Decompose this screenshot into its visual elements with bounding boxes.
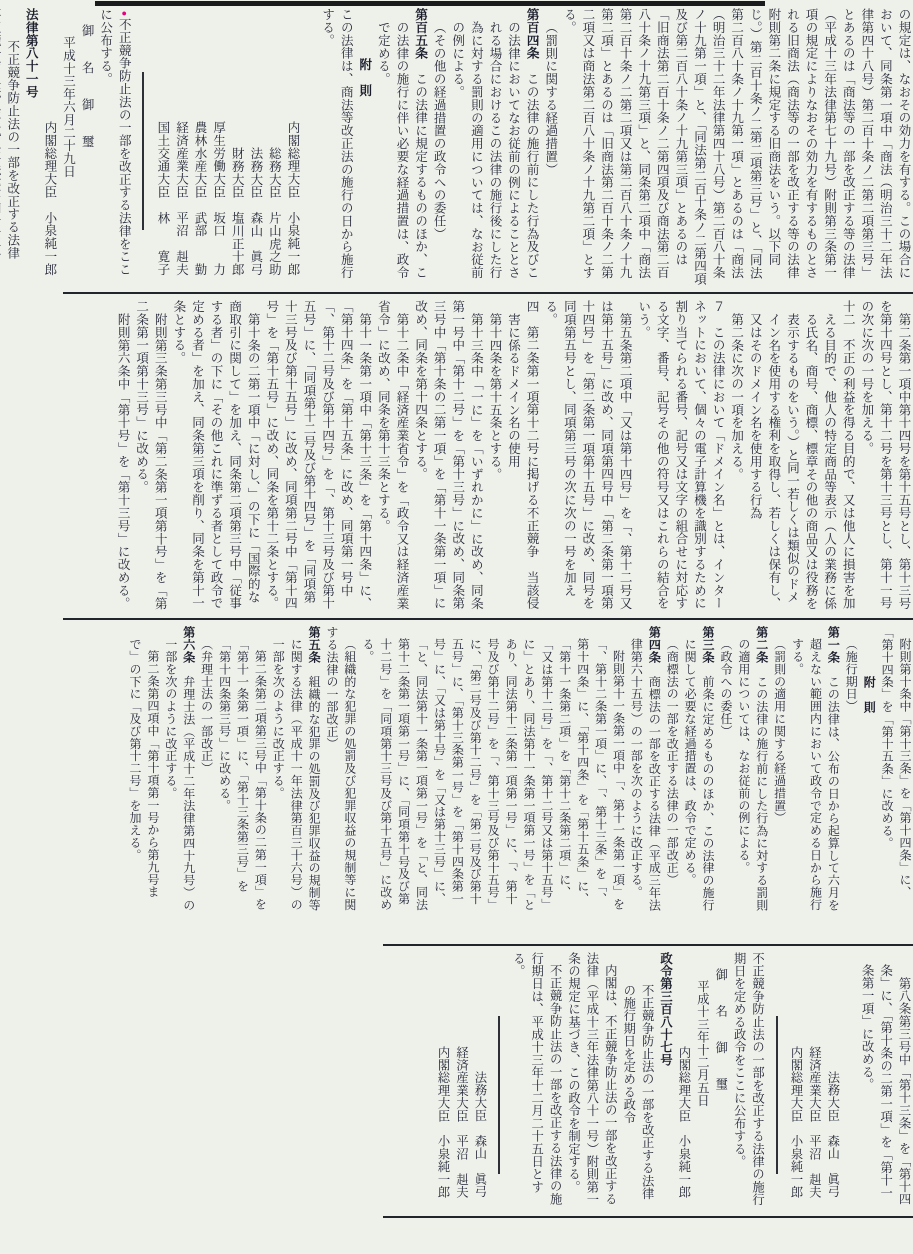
text-paragraph: この法律は、商法等改正法の施行の日から施行する。	[320, 8, 354, 279]
minister-signature: 内閣総理大臣 小泉純一郎	[42, 121, 57, 276]
text-paragraph: 第三条 前条に定めるもののほか、この法律の施行に関して必要な経過措置は、政令で定める。	[683, 626, 716, 912]
text-paragraph: ７ この法律において「ドメイン名」とは、インターネットにおいて、個々の電子計算機を識別するために割り当てられる番号、記号又は文字の組合せに対応する文字、番号、記号その他の符号又はこれらの結合をいう。	[636, 300, 726, 610]
promulgation-date: 平成十三年六月二十九日	[61, 36, 76, 178]
minister-signature: 法務大臣 森山 眞弓	[825, 1071, 840, 1198]
text-paragraph: 第十条の二第一項中「に対し、」の下に「国際的な商取引に関して」を加え、同条第二項第三号中「従事する者」の下に「その他これに準ずる者として政令で定める者」を加え、同条第三項を削り、同条を第十一条とする。	[171, 300, 261, 610]
minister-signature: 法務大臣 森山 眞弓	[248, 147, 263, 276]
text-paragraph: （その他の経過措置の政令への委任）	[432, 20, 447, 240]
imperial-seal-line: 御 名 御 璽	[713, 968, 728, 1097]
text-paragraph: 四 第二条第一項第十二号に掲げる不正競争 当該侵害に係るドメイン名の使用	[506, 300, 540, 610]
imperial-seal-line: 御 名 御 璽	[80, 24, 95, 154]
text-paragraph: 附則第六条中「第十号」を「第十三号」に改める。	[116, 312, 131, 610]
section-law81-supplementary-provisions	[63, 626, 913, 914]
promulgation-sentence: 不正競争防止法の一部を改正する法律の施行期日を定める政令をここに公布する。	[732, 952, 765, 1206]
text-paragraph: 第二条に次の一項を加える。	[729, 312, 744, 481]
spacer	[302, 8, 318, 288]
text-paragraph: 第五条第二項中「又は第十四号」を「、第十二号又は第十五号」に改め、同項第四号中「第二条第一項第十四号」を「第二条第一項第十五号」に改め、同号を同項第五号とし、同項第三号の次に次の一号を加える。	[543, 300, 633, 610]
band-divider-rule	[383, 1216, 913, 1218]
promulgation-date: 平成十三年十二月五日	[695, 980, 710, 1107]
text-paragraph: 第二条第二項第三号中「第十条の二第一項」を「第十一条第一項」に、「第十三条第三号」を「第十四条第三号」に改める。	[217, 638, 268, 911]
text-paragraph: の規定は、なおその効力を有する。この場合において、同条第一項中「商法（明治三十二年法律第四十八号）第二百十条ノ二第二項第三号」とあるのは「商法等の一部を改正する等の法律（平成十三年法律第七十九号）附則第三条第一項の規定によりなおその効力を有するものとされる旧商法（商法等の一部を改正する等の法律附則第二条に規定する旧商法をいう。以下同じ。）第二百十条ノ二第二項第三号」と、「同法第二百八十条ノ十九第一項」とあるのは「商法（明治三十二年法律第四十八号）第二百八十条ノ十九第一項」と、「同法第二百十条ノ二第四項及び第二百八十条ノ十九第三項」とあるのは「旧商法第二百十条ノ二第四項及び商法第二百八十条ノ十九第三項」と、同条第二項中「商法第二百十条ノ二第二項又は第二百八十条ノ十九第二項」とあるのは「旧商法第二百十条ノ二第二項又は商法第二百八十条ノ十九第二項」とする。	[562, 8, 911, 286]
text-paragraph: 第十一条第一項中「第十三条」を「第十四条」に、「第十四条」を「第十五条」に改め、同項第一号中「、第十二号及び第十四号」を「、第十三号及び第十五号」に、「同項第十二号及び第十四号」を「同項第十三号及び第十五号」に改め、同項第二号中「第十四号」を「第十五号」に改め、同条を第十二条とする。	[264, 300, 372, 610]
text-paragraph: （組織的な犯罪の処罰及び犯罪収益の規制等に関する法律の一部改正）	[325, 626, 357, 911]
band-divider-rule	[383, 944, 913, 946]
minister-signature: 経済産業大臣 平沼 赳夫	[174, 121, 189, 276]
section-law81-amendment-body	[63, 300, 913, 614]
text-paragraph: 第八条第三号中「第十三条」を「第十四条」に、「第十条の二第一項」を「第十一条第一項」に改める。	[860, 964, 911, 1206]
text-paragraph: （商標法の一部を改正する法律の一部改正）	[665, 638, 680, 886]
separator-rule	[498, 1016, 500, 1174]
text-paragraph: （施行期日）	[844, 638, 859, 713]
supplementary-provisions-heading: 附 則	[357, 58, 372, 97]
text-paragraph: （罰則に関する経過措置）	[543, 20, 558, 176]
minister-signature: 経済産業大臣 平沼 赳夫	[454, 1045, 469, 1198]
text-paragraph: 附則第三条第三号中「第二条第一項第十号」を「第二条第一項第十三号」に改める。	[134, 300, 168, 610]
law-title: 不正競争防止法の一部を改正する法律	[5, 40, 20, 260]
text-paragraph: 第二条 この法律の施行前にした行為に対する罰則の適用については、なお従前の例による。	[736, 626, 769, 912]
text-paragraph: 第四条 商標法の一部を改正する法律（平成三年法律第六十五号）の一部を次のように改正する。	[629, 626, 662, 912]
minister-signature: 内閣総理大臣 小泉純一郎	[676, 1045, 691, 1198]
spacer	[842, 952, 858, 1210]
text-paragraph: 附則第十一条第一項中「、第十一条第一項」を「、第十二条第一項」に、「、第十三条」を「、第十四条」に、「第十四条」を「第十五条」に、「第十一条第二項」を「第十二条第二項」に、「又は第十二号」を「、第十二号又は第十五号」に」とあり、同法第十一条第一項第一号」を「とあり、同法第十二条第一項第一号」に、「、第十号及び第十二号」を「、第十三号及び第十五号」に、「第二号及び第十二号」を「第二号及び第十五号」に、「第十三条第一号」を「第十四条第一号」に、「又は第十号」を「又は第十三号」に、「と、同法第十一条第一項第一号」を「と、同法第十二条第一項第一号」に、「同項第十号及び第十二号」を「同項第十三号及び第十五号」に改める。	[360, 638, 626, 911]
section-previous-law-end-and-law81-opening	[5, 8, 913, 288]
text-paragraph: 第一条 この法律は、公布の日から起算して六月を超えない範囲内において政令で定める日から施行する。	[790, 626, 841, 912]
text-paragraph: 十二 不正の利益を得る目的で、又は他人に損害を加える目的で、他人の特定商品等表示（人の業務に係る氏名、商号、商標、標章その他の商品又は役務を表示するものをいう。）と同一若しくは類似のドメイン名を使用する権利を取得し、若しくは保有し、又はそのドメイン名を使用する行為	[748, 300, 856, 610]
text-paragraph: 第十四条を第十五条とする。	[487, 312, 502, 481]
minister-signature: 農林水産大臣 武部 勤	[193, 121, 208, 276]
scan-edge-artifact	[95, 1, 765, 6]
promulgation-sentence: ●不正競争防止法の一部を改正する法律をここに公布する。	[98, 8, 132, 276]
text-paragraph: 第百四条 この法律の施行前にした行為及びこの法律においてなお従前の例によることとされる場合におけるこの法律の施行後にした行為に対する罰則の適用については、なお従前の例による。	[450, 8, 540, 279]
text-paragraph	[0, 8, 3, 288]
minister-signature: 内閣総理大臣 小泉純一郎	[286, 121, 300, 276]
text-paragraph: 内閣は、不正競争防止法の一部を改正する法律（平成十三年法律第八十一号）附則第一条の規定に基づき、この政令を制定する。	[566, 952, 618, 1206]
minister-signature: 経済産業大臣 平沼 赳夫	[807, 1045, 822, 1198]
minister-signature: 財務大臣 塩川正十郎	[230, 147, 245, 276]
text-paragraph: 不正競争防止法の一部を改正する法律の施行期日は、平成十三年十二月二十五日とする。	[511, 952, 563, 1206]
text-paragraph: 第五条 組織的な犯罪の処罰及び犯罪収益の規制等に関する法律（平成十一年法律第百三十六号）の一部を次のように改正する。	[271, 626, 322, 912]
minister-signature: 総務大臣 片山虎之助	[267, 147, 282, 276]
text-paragraph: 第六条 弁理士法（平成十二年法律第四十九号）の一部を次のように改正する。	[163, 626, 196, 912]
cabinet-order-title: 不正競争防止法の一部を改正する法律の施行期日を定める政令	[621, 984, 655, 1200]
band-divider-rule	[63, 618, 913, 620]
text-paragraph: 附則第十条中「第十三条」を「第十四条」に、「第十四条」を「第十五条」に改める。	[880, 626, 912, 899]
text-paragraph: （罰則の適用に関する経過措置）	[772, 638, 787, 824]
section-cabinet-order-387	[385, 952, 913, 1210]
law-number-heading: 法律第八十一号	[24, 8, 39, 99]
cabinet-order-number-heading: 政令第三百八十七号	[658, 952, 673, 1067]
band-divider-rule	[63, 292, 913, 294]
text-paragraph: （弁理士法の一部改正）	[199, 638, 214, 775]
text-paragraph: 第百五条 この法律に規定するもののほか、この法律の施行に伴い必要な経過措置は、政令で定める。	[376, 8, 428, 279]
promulgation-dot-icon: ●	[119, 8, 130, 18]
text-paragraph: 第二条第一項中第十四号を第十五号とし、第十三号を第十四号とし、第十二号を第十三号とし、第十一号の次に次の一号を加える。	[859, 300, 911, 610]
text-paragraph: （政令への委任）	[718, 638, 733, 738]
minister-signature: 法務大臣 森山 眞弓	[472, 1071, 487, 1198]
separator-rule	[142, 72, 144, 230]
text-paragraph: 第十三条中「一に」を「いずれかに」に改め、同条第一号中「第十二号」を「第十三号」に改め、同条第三号中「第十条の二第一項」を「第十一条第一項」に改め、同条を第十四条とする。	[413, 300, 484, 610]
minister-signature: 国土交通大臣 林 寛子	[155, 121, 170, 276]
separator-rule	[776, 1016, 778, 1174]
supplementary-provisions-heading: 附 則	[862, 676, 877, 714]
text-paragraph: 第十二条中「経済産業省令」を「政令又は経済産業省令」に改め、同条を第十三条とする。	[376, 300, 409, 610]
minister-signature: 内閣総理大臣 小泉純一郎	[436, 1045, 451, 1198]
minister-signature: 内閣総理大臣 小泉純一郎	[788, 1045, 803, 1198]
text-paragraph: 第二条第四項中「第十項第一号から第九号まで」の下に「及び第十二号」を加える。	[128, 638, 160, 898]
minister-signature: 厚生労働大臣 坂口 力	[211, 121, 226, 276]
